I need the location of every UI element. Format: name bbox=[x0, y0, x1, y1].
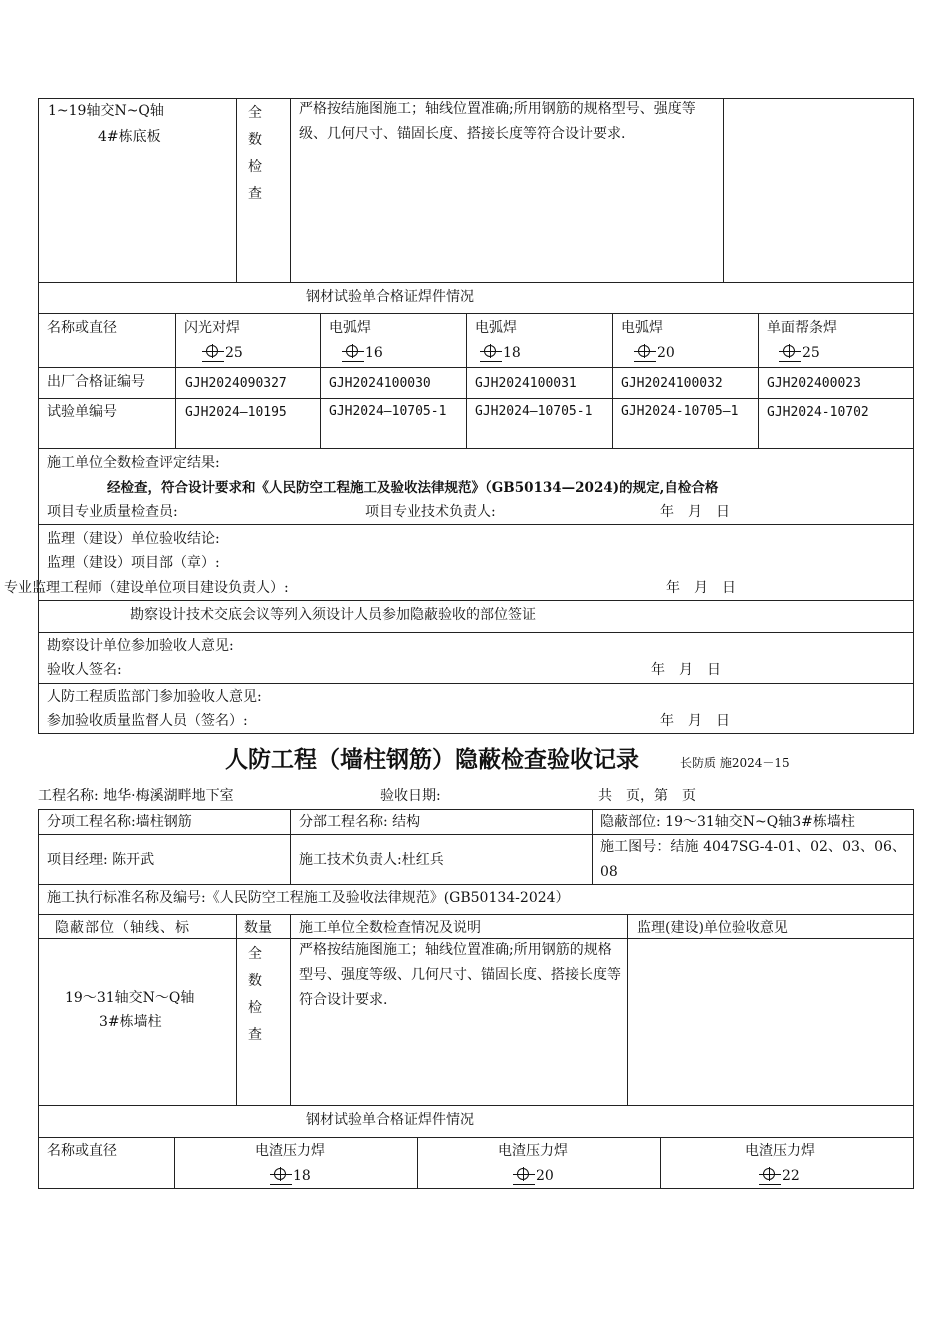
test-number: GJH2024—10705-1 bbox=[329, 404, 447, 419]
test-number: GJH2024-10702 bbox=[767, 405, 869, 420]
weld-type: 单面帮条焊 bbox=[767, 320, 837, 336]
rebar-symbol-icon bbox=[634, 345, 656, 359]
rebar-symbol-icon bbox=[513, 1168, 535, 1182]
civil-defense-signature: 参加验收质量监督人员（签名）: bbox=[47, 713, 248, 729]
weld-diameter: 25 bbox=[202, 343, 243, 363]
location-axis: 1~19轴交N~Q轴 bbox=[48, 103, 164, 119]
location-axis: 19～31轴交N～Q轴 bbox=[65, 990, 195, 1006]
cert-number: GJH2024100030 bbox=[329, 376, 431, 391]
check-description: 严格按结施图施工；轴线位置准确;所用钢筋的规格型号、强度等级、几何尺寸、锚固长度、搭接长度等符合设计要求. bbox=[299, 942, 621, 1008]
weld-diameter: 20 bbox=[634, 343, 675, 363]
hidden-location: 隐蔽部位: 19～31轴交N~Q轴3#栋墙柱 bbox=[600, 814, 855, 830]
eval-result: 经检查，符合设计要求和《人民防空工程施工及验收法律规范》（GB50134—2024)的规定,自检合格 bbox=[107, 480, 719, 496]
weld-diameter: 18 bbox=[480, 343, 521, 363]
check-method: 全数检查 bbox=[248, 105, 262, 202]
row-label-name: 名称或直径 bbox=[47, 320, 117, 336]
column-supervision: 监理(建设)单位验收意见 bbox=[637, 920, 788, 936]
date-field: 年 月 日 bbox=[660, 504, 730, 520]
drawing-number: 施工图号：结施 4047SG-4-01、02、03、06、08 bbox=[600, 839, 906, 880]
cert-number: GJH2024090327 bbox=[185, 376, 287, 391]
date-field: 年 月 日 bbox=[660, 713, 730, 729]
execution-standard: 施工执行标准名称及编号:《人民防空工程施工及验收法律规范》(GB50134-2024） bbox=[47, 890, 570, 906]
supervision-engineer: 专业监理工程师（建设单位项目建设负责人）: bbox=[4, 580, 289, 596]
sub-project-name: 分项工程名称:墙柱钢筋 bbox=[47, 814, 192, 830]
civil-defense-opinion: 人防工程质监部门参加验收人意见: bbox=[47, 689, 262, 705]
check-description: 严格按结施图施工；轴线位置准确;所用钢筋的规格型号、强度等级、几何尺寸、锚固长度、搭接长度等符合设计要求. bbox=[299, 101, 696, 142]
cert-number: GJH2024100031 bbox=[475, 376, 577, 391]
weld-type: 电渣压力焊 bbox=[255, 1143, 325, 1159]
supervision-dept: 监理（建设）项目部（章）: bbox=[47, 555, 220, 571]
date-field: 年 月 日 bbox=[651, 662, 721, 678]
supervision-conclusion: 监理（建设）单位验收结论: bbox=[47, 531, 220, 547]
weld-type: 电弧焊 bbox=[475, 320, 517, 336]
accept-date: 验收日期: bbox=[380, 788, 441, 804]
survey-signature: 验收人签名: bbox=[47, 662, 122, 678]
page-count: 共 页，第 页 bbox=[598, 788, 696, 804]
weld-header: 钢材试验单合格证焊件情况 bbox=[306, 289, 474, 305]
rebar-symbol-icon bbox=[779, 345, 801, 359]
technical-lead: 施工技术负责人:杜红兵 bbox=[299, 852, 444, 868]
rebar-symbol-icon bbox=[342, 345, 364, 359]
document-code: 长防质 施2024－15 bbox=[680, 756, 790, 770]
technical-lead: 项目专业技术负责人: bbox=[365, 504, 496, 520]
eval-label: 施工单位全数检查评定结果: bbox=[47, 455, 220, 471]
survey-header: 勘察设计技术交底会议等列入须设计人员参加隐蔽验收的部位签证 bbox=[130, 607, 536, 623]
weld-type: 闪光对焊 bbox=[184, 320, 240, 336]
weld-type: 电弧焊 bbox=[329, 320, 371, 336]
cert-number: GJH2024100032 bbox=[621, 376, 723, 391]
rebar-symbol-icon bbox=[202, 345, 224, 359]
weld-type: 电渣压力焊 bbox=[745, 1143, 815, 1159]
date-field: 年 月 日 bbox=[666, 580, 736, 596]
weld-header: 钢材试验单合格证焊件情况 bbox=[306, 1112, 474, 1128]
column-quantity: 数量 bbox=[244, 920, 272, 936]
row-label-test: 试验单编号 bbox=[47, 404, 117, 420]
project-name: 工程名称: 地华·梅溪湖畔地下室 bbox=[38, 788, 234, 804]
row-label-cert: 出厂合格证编号 bbox=[47, 374, 145, 390]
location-building: 3#栋墙柱 bbox=[99, 1014, 162, 1030]
weld-diameter: 22 bbox=[759, 1166, 800, 1186]
test-number: GJH2024—10705-1 bbox=[475, 404, 593, 419]
location-building: 4#栋底板 bbox=[98, 129, 161, 145]
check-method: 全数检查 bbox=[248, 946, 262, 1043]
weld-diameter: 20 bbox=[513, 1166, 554, 1186]
rebar-symbol-icon bbox=[270, 1168, 292, 1182]
test-number: GJH2024-10705—1 bbox=[621, 404, 739, 419]
survey-opinion: 勘察设计单位参加验收人意见: bbox=[47, 638, 234, 654]
page-title: 人防工程（墙柱钢筋）隐蔽检查验收记录 bbox=[225, 746, 639, 773]
quality-inspector: 项目专业质量检查员: bbox=[47, 504, 178, 520]
project-manager: 项目经理: 陈开武 bbox=[47, 852, 155, 868]
cert-number: GJH202400023 bbox=[767, 376, 861, 391]
row-label-name: 名称或直径 bbox=[47, 1143, 117, 1159]
weld-diameter: 16 bbox=[342, 343, 383, 363]
weld-type: 电渣压力焊 bbox=[498, 1143, 568, 1159]
test-number: GJH2024—10195 bbox=[185, 405, 287, 420]
weld-diameter: 25 bbox=[779, 343, 820, 363]
rebar-symbol-icon bbox=[480, 345, 502, 359]
rebar-symbol-icon bbox=[759, 1168, 781, 1182]
weld-diameter: 18 bbox=[270, 1166, 311, 1186]
column-check: 施工单位全数检查情况及说明 bbox=[299, 920, 481, 936]
division-name: 分部工程名称: 结构 bbox=[299, 814, 421, 830]
weld-type: 电弧焊 bbox=[621, 320, 663, 336]
column-location: 隐蔽部位（轴线、标 bbox=[55, 920, 190, 936]
